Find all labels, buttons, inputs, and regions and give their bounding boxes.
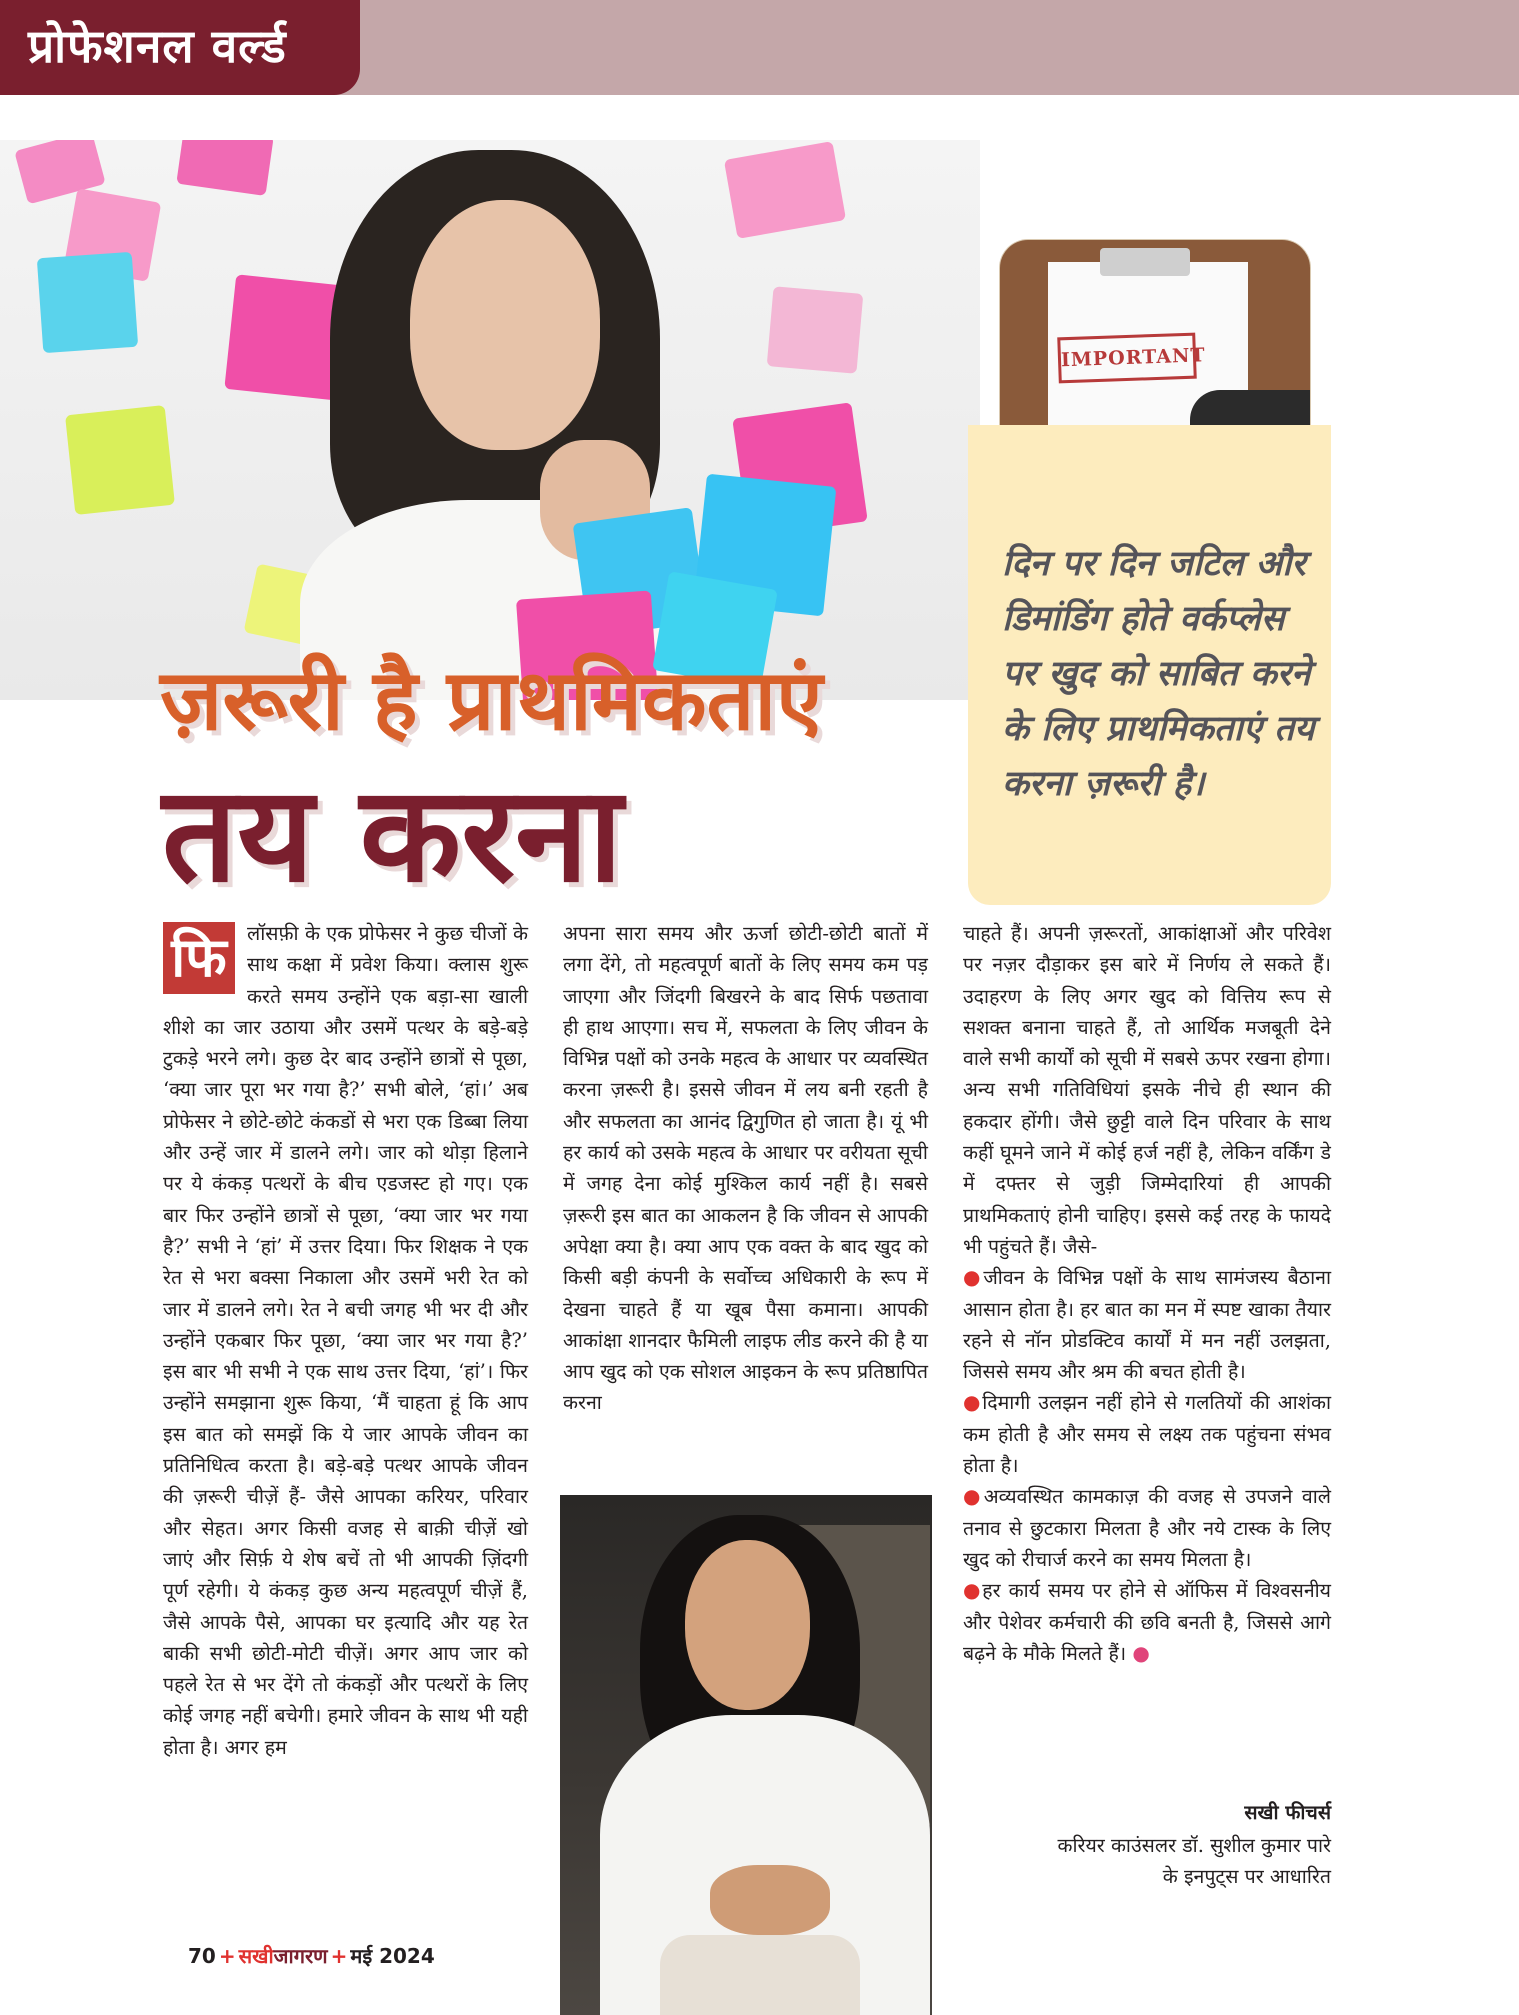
important-stamp: IMPORTANT bbox=[1057, 333, 1197, 384]
article-column-2 bbox=[563, 918, 928, 1419]
pull-quote-box bbox=[968, 425, 1331, 905]
bullet-item: अव्यवस्थित कामकाज़ की वजह से उपजने वाले तनाव से छुटकारा मिलता है और नये टास्क के लिए खुद को रीचार्ज करने का समय मिलता है। bbox=[963, 1485, 1331, 1571]
woman-face bbox=[685, 1540, 810, 1710]
section-tab bbox=[0, 0, 360, 95]
chair-back bbox=[660, 1935, 860, 2015]
column-3-intro: चाहते हैं। अपनी ज़रूरतों, आकांक्षाओं और परिवेश पर नज़र दौड़ाकर इस बारे में निर्णय ले सकते हैं। उदाहरण के लिए अगर खुद को वित्तिय रूप से सशक्त बनाना चाहते हैं, तो आर्थिक मजबूती देने वाले सभी कार्यों को सूची में सबसे ऊपर रखना होगा। अन्य सभी गतिविधियां इसके नीचे ही स्थान की हकदार होंगी। जैसे छुट्टी वाले दिन परिवार के साथ कहीं घूमने जाने में कोई हर्ज नहीं है, लेकिन वर्किंग डे में दफ्तर से जुड़ी जिम्मेदारियां ही आपकी प्राथमिकताएं होनी चाहिए। इससे कई तरह के फायदे भी पहुंचते हैं। जैसे- bbox=[963, 922, 1331, 1258]
bullet-item: दिमागी उलझन नहीं होने से गलतियों की आशंका कम होती है और समय से लक्ष्य तक पहुंचना संभव होता है। bbox=[963, 1391, 1331, 1478]
sticky-note bbox=[176, 140, 273, 196]
drop-cap: फि bbox=[163, 922, 235, 994]
credit-name: सखी फीचर्स bbox=[1244, 1801, 1331, 1824]
bullet-item: जीवन के विभिन्न पक्षों के साथ सामंजस्य बैठाना आसान होता है। हर बात का मन में स्पष्ट खाका तैयार रहने से नॉन प्रोडक्टिव कार्यों में मन नहीं उलझता, जिससे समय और श्रम की बचत होती है। bbox=[963, 1266, 1331, 1384]
bullet-icon: ● bbox=[963, 1484, 984, 1509]
page-number: 70 bbox=[188, 1944, 216, 1968]
headline-line2: तय करना bbox=[162, 758, 623, 912]
page-footer bbox=[188, 1942, 435, 1969]
separator-icon: + bbox=[218, 1944, 236, 1968]
issue-date: मई 2024 bbox=[350, 1944, 435, 1968]
bullet-icon: ● bbox=[963, 1390, 983, 1415]
woman-hands bbox=[710, 1865, 830, 1935]
article-column-3 bbox=[963, 918, 1331, 1669]
column-2-text: अपना सारा समय और ऊर्जा छोटी-छोटी बातों में लगा देंगे, तो महत्वपूर्ण बातों के लिए समय कम पड़ जाएगा और जिंदगी बिखरने के बाद सिर्फ पछतावा ही हाथ आएगा। सच में, सफलता के लिए जीवन के विभिन्न पक्षों को उनके महत्व के आधार पर व्यवस्थित करना ज़रूरी है। इससे जीवन में लय बनी रहती है और सफलता का आनंद द्विगुणित हो जाता है। यूं भी हर कार्य को उसके महत्व के आधार पर वरीयता सूची में जगह देना कोई मुश्किल कार्य नहीं है। सबसे ज़रूरी इस बात का आकलन है कि जीवन से आपकी अपेक्षा क्या है। क्या आप एक वक्त के बाद खुद को किसी बड़ी कंपनी के सर्वोच्च अधिकारी के रूप में देखना चाहते हैं या खूब पैसा कमाना। आपकी आकांक्षा शानदार फैमिली लाइफ लीड करने की है या आप खुद को एक सोशल आइकन के रूप प्रतिष्ठापित करना bbox=[563, 922, 928, 1415]
end-mark-icon: ● bbox=[1132, 1640, 1150, 1665]
article-column-1 bbox=[163, 918, 528, 1763]
credit-line-2: के इनपुट्स पर आधारित bbox=[1162, 1865, 1331, 1888]
brand-part-2: जागरण bbox=[273, 1944, 328, 1968]
headline-line1: ज़रूरी है प्राथमिकताएं bbox=[160, 651, 823, 749]
pull-quote-text: दिन पर दिन जटिल और डिमांडिंग होते वर्कप्लेस पर खुद को साबित करने के लिए प्राथमिकताएं तय करना ज़रूरी है। bbox=[1002, 544, 1315, 804]
brand-part-1: सखी bbox=[238, 1944, 274, 1968]
credit-line-1: करियर काउंसलर डॉ. सुशील कुमार पारे bbox=[1057, 1834, 1331, 1857]
section-label: प्रोफेशनल वर्ल्ड bbox=[28, 19, 287, 73]
sticky-note bbox=[65, 405, 175, 515]
clipboard-clip bbox=[1100, 248, 1190, 276]
bullet-icon: ● bbox=[963, 1265, 984, 1290]
separator-icon: + bbox=[330, 1944, 348, 1968]
bullet-item: हर कार्य समय पर होने से ऑफिस में विश्वसनीय और पेशेवर कर्मचारी की छवि बनती है, जिससे आगे बढ़ने के मौके मिलते हैं। bbox=[963, 1579, 1331, 1665]
professional-woman-photo bbox=[560, 1495, 932, 2015]
woman-face bbox=[410, 200, 600, 450]
bullet-icon: ● bbox=[963, 1578, 983, 1603]
hero-image bbox=[0, 140, 980, 700]
sticky-note bbox=[767, 286, 864, 374]
sticky-note bbox=[724, 141, 846, 239]
sticky-note bbox=[37, 252, 138, 353]
column-1-text: लॉसफ़ी के एक प्रोफेसर ने कुछ चीजों के साथ कक्षा में प्रवेश किया। क्लास शुरू करते समय उन्होंने एक बड़ा-सा खाली शीशे का जार उठाया और उसमें पत्थर के बड़े-बड़े टुकड़े भरने लगे। कुछ देर बाद उन्होंने छात्रों से पूछा, ‘क्या जार पूरा भर गया है?’ सभी बोले, ‘हां।’ अब प्रोफेसर ने छोटे-छोटे कंकडों से भरा एक डिब्बा लिया और उन्हें जार में डालने लगे। जार को थोड़ा हिलाने पर ये कंकड़ पत्थरों के बीच एडजस्ट हो गए। एक बार फिर उन्होंने छात्रों से पूछा, ‘क्या जार भर गया है?’ सभी ने ‘हां’ में उत्तर दिया। फिर शिक्षक ने एक रेत से भरा बक्सा निकाला और उसमें भरी रेत को जार में डालने लगे। रेत ने बची जगह भी भर दी और उन्होंने एकबार फिर पूछा, ‘क्या जार भर गया है?’ इस बार भी सभी ने एक साथ उत्तर दिया, ‘हां’। फिर उन्होंने समझाना शुरू किया, ‘मैं चाहता हूं कि आप इस बात को समझें कि ये जार आपके जीवन का प्रतिनिधित्व करता है। बड़े-बड़े पत्थर आपके जीवन की ज़रूरी चीज़ें हैं- जैसे आपका करियर, परिवार और सेहत। अगर किसी वजह से बाक़ी चीज़ें खो जाएं और सिर्फ़ ये शेष बचें तो भी आपकी ज़िंदगी पूर्ण रहेगी। ये कंकड़ कुछ अन्य महत्वपूर्ण चीज़ें हैं, जैसे आपके पैसे, आपका घर इत्यादि और यह रेत बाकी सभी छोटी-मोटी चीज़ें। अगर आप जार को पहले रेत से भर देंगे तो कंकड़ों और पत्थरों के लिए कोई जगह नहीं बचेगी। हमारे जीवन के साथ भी यही होता है। अगर हम bbox=[163, 922, 528, 1759]
